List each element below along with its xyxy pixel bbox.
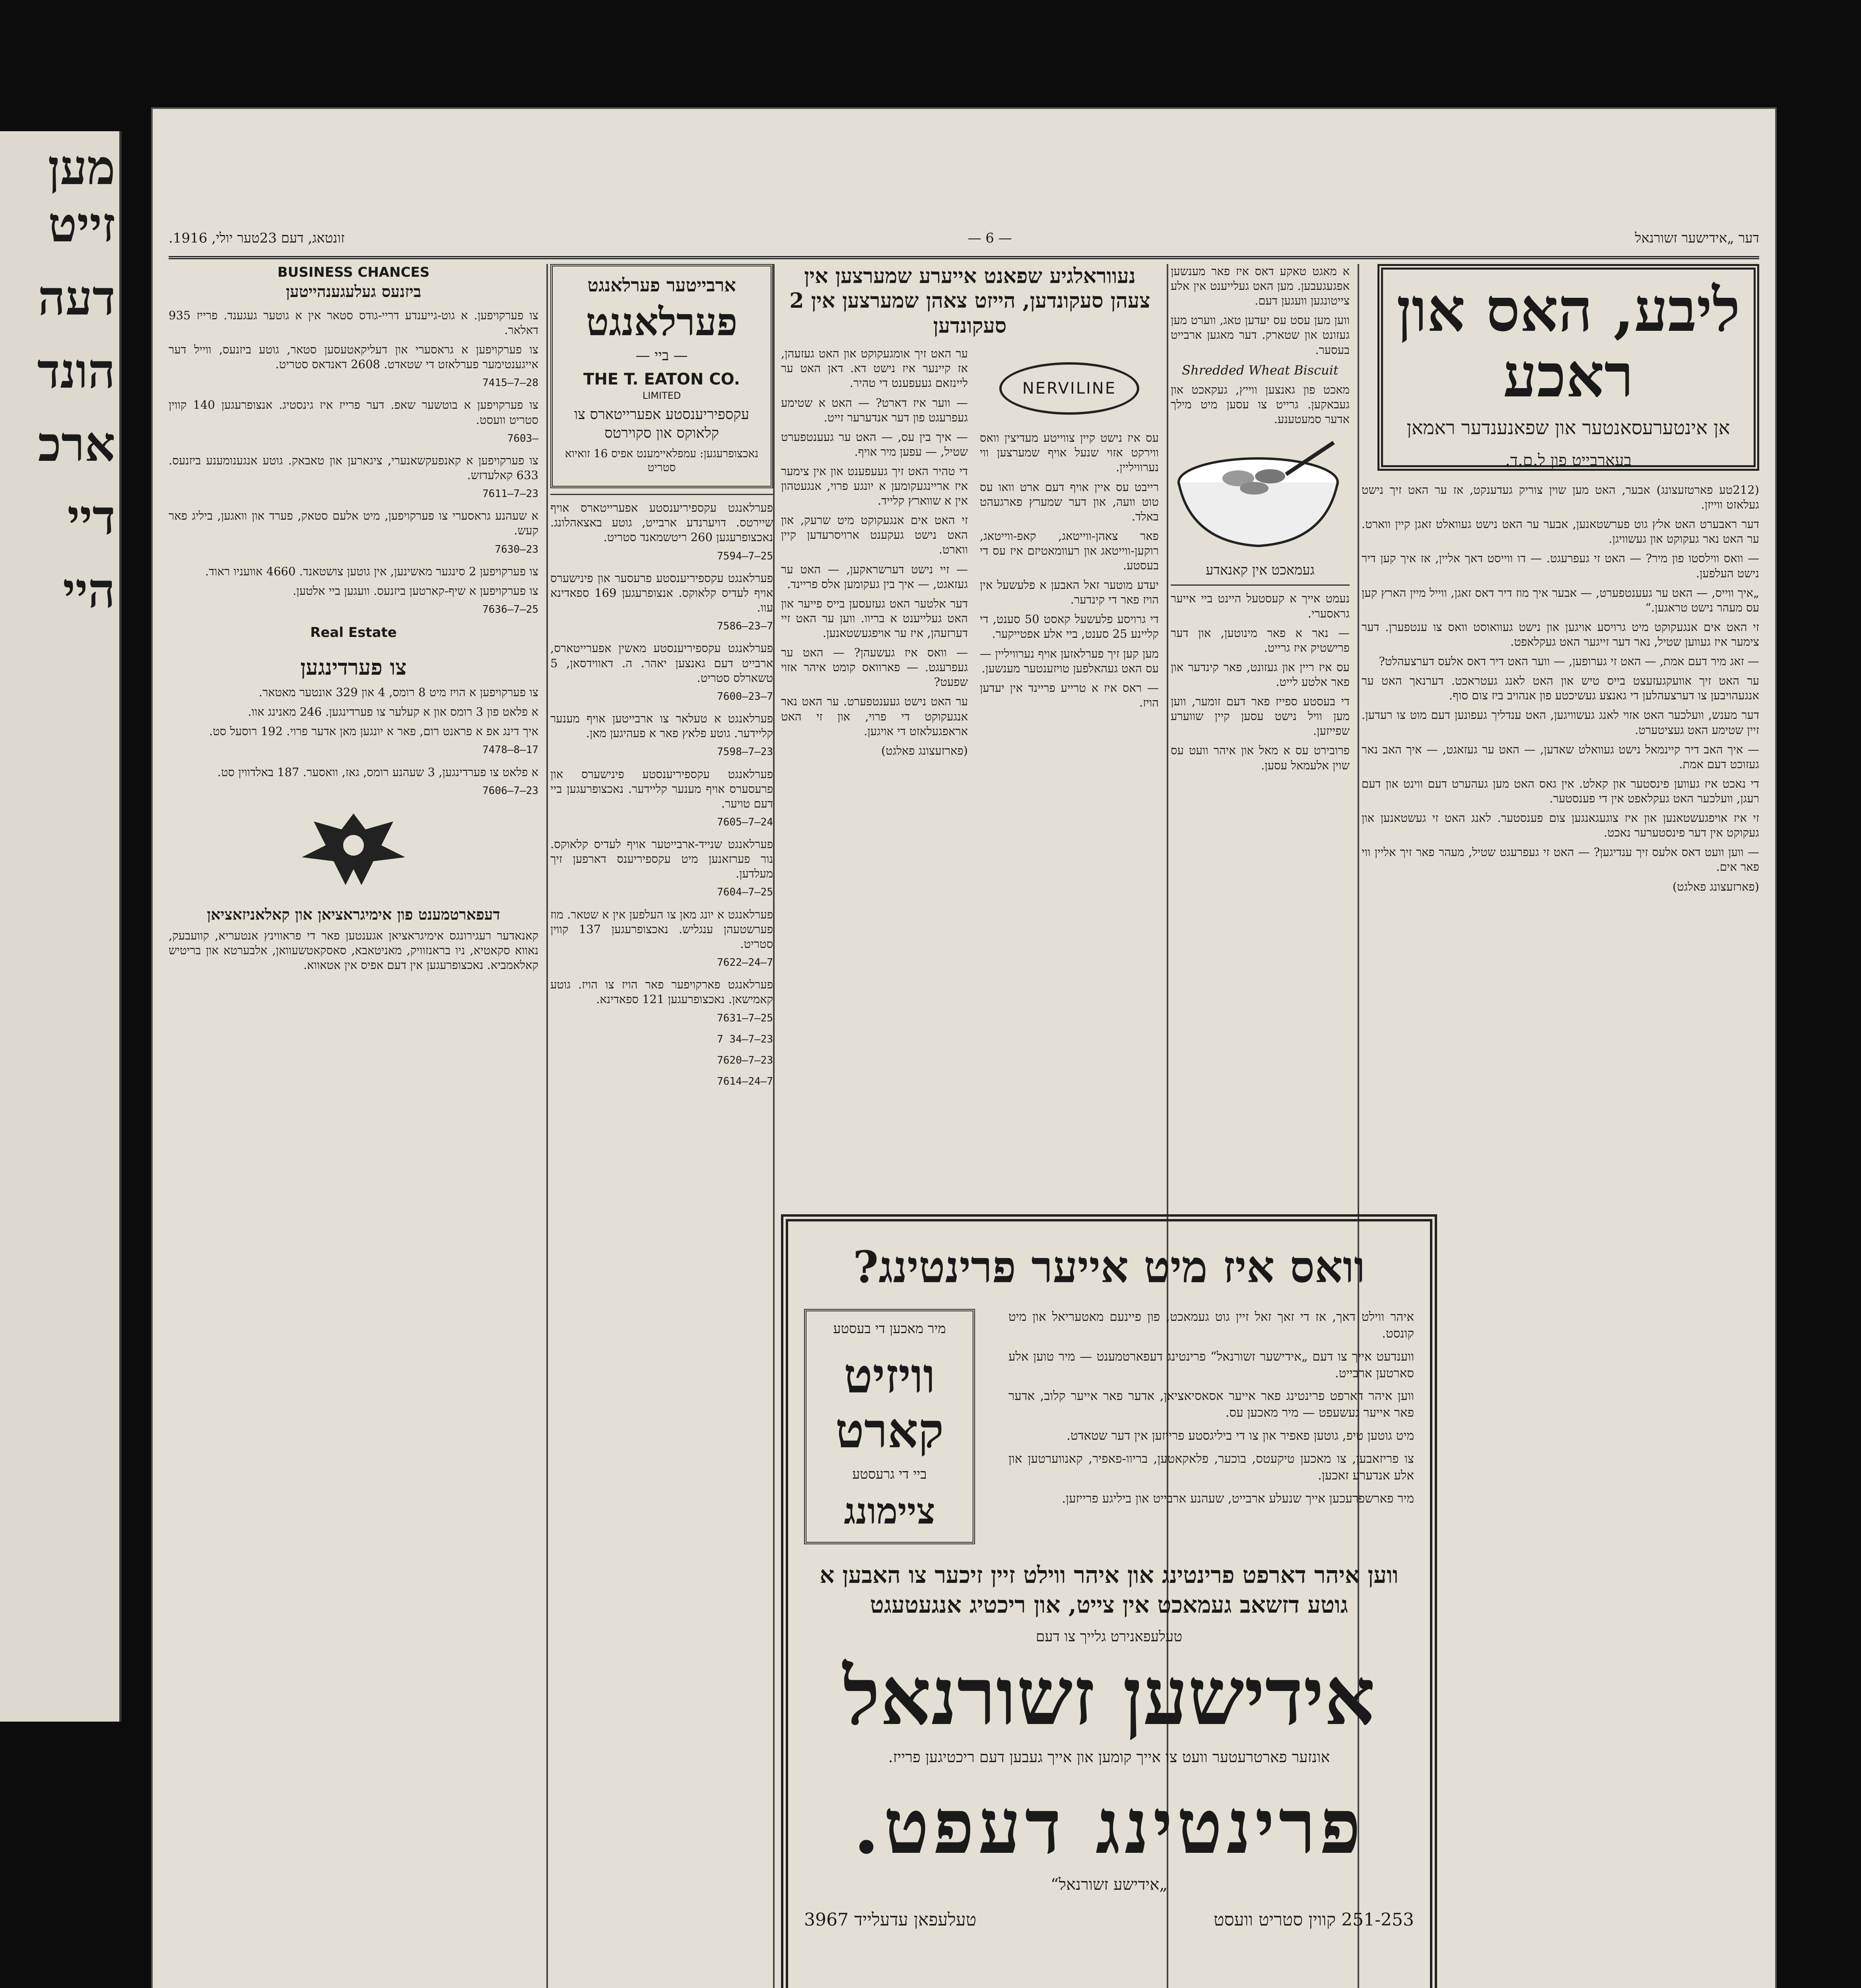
printing-midline: ווען איהר דארפט פרינטינג און איהר ווילט זיין זיכער צו האבען א גוטע דזשאב געמאכט אין צייט, און ריכטיג אנגעטעגט <box>820 1561 1399 1619</box>
printing-question: וואס איז מיט אייער פרינטינג? <box>853 1241 1366 1293</box>
serial-byline: בעארבייט פון ל.ם.ד. <box>1505 451 1632 470</box>
printing-call-line: טעלעפאנירט גלייך צו דעם <box>1035 1628 1183 1645</box>
ad-ref: 7611—7—23 <box>482 488 538 500</box>
ad-text: צו פערקויפען א גראסערי און דעליקאטעסען סטאר, גוטע ביזנעס, ווייל דער אייגענטימער פערלאזט די שטאדט. 2608 דאנדאס סטריט. <box>169 342 538 371</box>
paragraph: (פארזעצונג פאלגט) <box>881 744 968 757</box>
paragraph: די נאכט איז געווען פינסטער און קאלט. אין גאס האט מען געהערט דעם ווינט און דעם רעגן, וועלכער האט געקלאפט אין די פענסטער. <box>1362 777 1759 805</box>
paragraph: — זאג מיר דעם אמת, — האט זי גערופען, — ווער האט דיר דאס אלעס דערצעהלט? <box>1379 654 1759 668</box>
ad-text: א פלאט צו פערדינגען, 3 שעהנע רומס, גאז, וואסער. 187 באלדווין סט. <box>217 765 538 779</box>
paragraph: איהר ווילט דאך, אז די זאך זאל זיין גוט געמאכט, פון פיינעם מאטעריאל און מיט קונסט. <box>1008 1310 1414 1341</box>
business-chances-heading: BUSINESS CHANCES <box>277 264 430 280</box>
ad-ref: 7605—7—24 <box>717 816 773 828</box>
cereal-bowl-illustration <box>1171 435 1350 554</box>
ad-ref: 7598—7—23 <box>717 746 773 758</box>
ad-text: א פלאט פון 3 רומס און א קעלער צו פערדינגען. 246 מאנינג אוו. <box>248 705 538 719</box>
ad-text: איך דינג אפ א פראנט רום, פאר א יונגען מאן אדער פרוי. 192 רוסעל סט. <box>209 724 538 738</box>
adjacent-page-fragment <box>0 131 122 1722</box>
ad-ref: 7636—7—25 <box>482 604 538 616</box>
paragraph: נעמט אייך א קעסטעל היינט ביי אייער גראסערי. <box>1171 592 1350 620</box>
ad-ref: 7604—7—25 <box>717 886 773 899</box>
paragraph: (פארזעצונג פאלגט) <box>1672 879 1759 893</box>
visiting-card-box <box>804 1309 975 1544</box>
ad-text: פערלאנגט פארקויפער פאר הויז צו הויז. גוטע קאמישאן. נאכצופרעגען 121 ספאדינא. <box>550 978 773 1006</box>
side-big-text: וויזיט קארט <box>835 1348 944 1459</box>
paragraph: דער אלטער האט געזעסען בייס פייער און האט געלייענט א בריוו. ווען ער האט זיי דערזעהן, איז ער אויפגעשטאנען. <box>781 596 968 640</box>
ad-ref: 7594—7—25 <box>717 550 773 562</box>
paragraph: — איך בין עס, — האט ער געענטפערט שטיל, — עפען מיר אויף. <box>781 430 968 458</box>
printing-body <box>1008 1309 1414 1513</box>
eaton-ad <box>550 264 773 488</box>
fragment-text: הונד <box>37 343 115 399</box>
serial-subtitle: אן אינטערעסאנטער און שפאנענדער ראמאן <box>1406 417 1730 439</box>
ad-ref: 7614—24—7 <box>717 1076 773 1088</box>
paragraph: — ראס איז א טרייע פריינד אין יעדען הויז. <box>980 681 1159 709</box>
ad-ref: 7586—23—7 <box>717 620 773 633</box>
immigration-dept-heading: דעפארטמענט פון אימיגראציאן און קאלאניזאציאן <box>207 905 500 923</box>
ad-ref: 7622—24—7 <box>717 957 773 969</box>
paragraph: זי איז אויפגעשטאנען און איז צוגעגאנגען צום פענסטער. לאנג האט זי געשטאנען און געקוקט אין דער פינסטערער נאכט. <box>1362 811 1759 840</box>
ad-text: פערלאנגט שנייד-ארבייטער אויף לעדיס קלאוקס. נור פערזאנען מיט עקספיריענס דארפען זיך מעלדען. <box>550 837 773 881</box>
page-number: — 6 — <box>967 230 1012 246</box>
column-rule <box>773 264 775 1988</box>
column-rule <box>546 264 548 1988</box>
story-continuation <box>781 346 968 763</box>
for-rent-heading: צו פערדינגען <box>300 654 407 680</box>
fragment-text: דיי <box>67 489 115 546</box>
printing-contact <box>804 1910 1414 1930</box>
paragraph: מען קען זיך פערלאזען אויף נערוויליין — עס האט געהאלפען טויזענטער מענשען. <box>980 646 1159 675</box>
paragraph: די טהיר האט זיך געעפענט און אין צימער איז אריינגעקומען א יונגע פרוי, אנגעטהון אין א שווארץ קלייד. <box>781 464 968 508</box>
paragraph: ווענדעט אייך צו דעם „אידישער זשורנאל“ פרינטינג דעפארטמענט — מיר טוען אלע סארטען ארבייט. <box>1008 1349 1414 1380</box>
fragment-text: דעה <box>38 270 115 326</box>
fragment-text: היי <box>63 563 115 619</box>
page-header <box>169 220 1759 259</box>
paragraph: דער ראבערט האט אלץ גוט פערשטאנען, אבער ער האט נישט געוואלט זאגן קיין ווארט. ער האט נאר געקוקט און געשוויגן. <box>1362 517 1759 546</box>
printing-note: אונזער פארטרעטער וועט צו אייך קומען און אייך געבען דעם ריכטיגען פרייז. <box>888 1748 1330 1766</box>
paragraph: פאר צאהן-ווייטאג, קאפ-ווייטאג, רוקען-ווייטאג און רעוומאטיזם איז עס די בעסטע. <box>980 529 1159 573</box>
ad-text: צו פערקויפען. א גוט-גייענדע דריי-גודס סטאר אין א גוטער געגענד. פרייז 935 דאלאר. <box>169 308 538 337</box>
paragraph: ער האט נישט געענטפערט. ער האט נאר אנגעקוקט די פרוי, און זי האט אראפגעלאזט די אויגען. <box>781 695 968 738</box>
ad-ref: 7415—7—28 <box>482 377 538 389</box>
ad-ref: 7600—23—7 <box>717 690 773 703</box>
paragraph: יעדע מוטער זאל האבען א פלעשעל אין הויז פאר די קינדער. <box>980 578 1159 607</box>
side-line: ציימונג <box>844 1490 935 1532</box>
ad-ref: 7 34—7—23 <box>717 1033 773 1045</box>
paragraph: — וואס ווילסטו פון מיר? — האט זי געפרעגט. — דו ווייסט דאך אליין, אז איך קען דיר נישט העלפען. <box>1362 551 1759 580</box>
eaton-address: נאכצופרעגען: עמפלאיימענט אפיס 16 זואיוא סטריט <box>565 447 759 474</box>
eaton-limited: LIMITED <box>642 390 681 401</box>
help-wanted-column <box>550 264 773 1988</box>
ad-text: פערלאנגט עקספיריענסטע מאשין אפערייטארס, ארבייט דעם גאנצען יאהר. ה. דאווידסאן, 5 טשארלס סטריט. <box>550 641 773 685</box>
ad-text: פערלאנגט עקספיריענסטע אפערייטארס אויף שיירטס. דויערנדע ארבייט, גוטע באצאהלונג. נאכצופרעגען 260 ריטשמאנד סטריט. <box>550 501 773 544</box>
paragraph: מיר פארשפרעכען אייך שנעלע ארבייט, שעהנע ארבייט און ביליגע פרייזען. <box>1062 1491 1414 1506</box>
eaton-big: פערלאנגט <box>586 299 738 344</box>
paragraph: ווען מען עסט עס יעדען טאג, ווערט מען געזונט און שטארק. דער מאגען ארבייט בעסער. <box>1171 313 1350 357</box>
ad-ref: 7630—23 <box>495 543 538 555</box>
illustration-caption: געמאכט אין קאנאדע <box>1206 562 1315 578</box>
side-line: ביי די גרעסטע <box>852 1466 927 1482</box>
fragment-text: מען זייט <box>48 140 115 253</box>
paragraph: דער מענש, וועלכער האט אזוי לאנג געשוויגען, האט ענדליך געפונען דעם מוט צו רעדען. זיין שטימע האט געציטערט. <box>1362 708 1759 737</box>
paragraph: זי האט אים אנגעקוקט מיט גרויסע אויגען און נישט געוואוסט וואס צו ענטפערן. דער צימער איז געווען שטיל, נאר דער זייגער האט געקלאפט. <box>1362 620 1759 648</box>
paper-name: דער „אידישער זשורנאל <box>1635 230 1759 246</box>
ad-text: פערלאנגט א יונג מאן צו העלפען אין א שטאר. מוז פערשטעהן ענגליש. נאכצופרעגען 137 קווין סטריט. <box>550 907 773 951</box>
newspaper-page <box>151 107 1777 1988</box>
paragraph: ער האט זיך אומגעקוקט און האט געזעהן, אז קיינער איז נישט דא. דאן האט ער ליינזאם געעפענט די טהיר. <box>781 347 968 390</box>
side-line: מיר מאכען די בעסטע <box>833 1321 946 1337</box>
paragraph: עס איז נישט קיין צווייטע מעדיצין וואס ווירקט אזוי שנעל אויף שמערצען ווי נערוויליין. <box>980 431 1159 474</box>
coat-of-arms-icon <box>294 806 413 893</box>
eaton-company: THE T. EATON CO. <box>583 370 740 388</box>
paragraph: ווען איהר דארפט פרינטינג פאר אייער אסאסיאציאן, אדער פאר אייער קלוב, אדער פאר אייער געשעפט — מיר מאכען עס. <box>1008 1389 1414 1420</box>
paragraph: — זיי נישט דערשראקען, — האט ער געזאגט, — איך בין געקומען אלס פריינד. <box>781 562 968 591</box>
dept-text: קאנאדער רעגירונגס אימיגראציאן אגענטען פאר די פראווינץ אנטעריא, קוועבעק, נאווא סקאטיא, ניו בראנזוויק, מאניטאבא, סאסקאטשעוואן, אלבערטא און בריטיש קאלאמביא. נאכצופרעגען אין דעם אפיס אין אטאווא. <box>169 928 538 972</box>
nerviline-headline: נעווראלגיע שפאנט אייערע שמערצען אין צעהן סעקונדען, הייזט צאהן שמערצען אין 2 סעקונדען <box>789 264 1150 338</box>
paper-title: אידישען זשורנאל <box>843 1649 1375 1743</box>
ad-ref: 7603— <box>507 432 538 445</box>
printing-department-ad <box>781 1214 1437 1988</box>
serial-headline: ליבע, האס און ראכע <box>1396 275 1741 411</box>
business-chances-subheading: ביזנעס געלעגענהייטען <box>286 282 422 301</box>
printing-dept-title: פרינטינג דעפט. <box>853 1782 1365 1871</box>
nerviline-logo: NERVILINE <box>999 362 1139 415</box>
paragraph: — ווער איז דארט? — האט א שטימע געפרעגט פון דער אנדערער זייט. <box>781 396 968 424</box>
classifieds-column <box>169 264 538 1988</box>
date-line: זונטאג, דעם 23טער יולי, 1916. <box>169 230 345 246</box>
ad-ref: 7606—7—23 <box>482 784 538 797</box>
paragraph: די בעסטע ספייז פאר דעם זומער, ווען מען וויל נישט עסען קיין שווערע שפייזען. <box>1171 695 1350 738</box>
paragraph: מאכט פון גאנצען ווייץ, געקאכט און געבאקען. גרייט צו עסען מיט מילך אדער סמעטענע. <box>1171 382 1350 426</box>
eaton-by: — ביי — <box>635 348 688 364</box>
paragraph: ער האט זיך אוועקגעזעצט בייס טיש און האט לאנג געטראכט. דערנאך האט ער אנגעהויבען צו דערצעהלען די גאנצע געשיכטע פון אנהויב ביז צום סוף. <box>1362 674 1759 703</box>
ad-text: פערלאנגט עקספיריענסטע פרעסער און פינישערס אויף לעדיס קלאוקס. אנצופרעגען 169 ספאדינא עוו. <box>550 571 773 615</box>
ad-text: צו פערקויפען 2 סינגער מאשינען, אין גוטען צושטאנד. 4660 אוועניו ראוד. <box>205 564 538 578</box>
ad-text: פערלאנגט א טעלאר צו ארבייטען אויף מענער קליידער. גוטע פלאץ פאר א פעהיגען מאן. <box>550 712 773 740</box>
ad-text: צו פערקויפען א שיף-קארטען ביזנעס. וועגען ביי אלטען. <box>293 584 538 598</box>
eaton-line: עקספיריענסטע אפערייטארס צו קלאוקס און סקוירטס <box>574 406 750 441</box>
paragraph: פרובירט עס א מאל און איהר וועט עס שוין אלעמאל עסען. <box>1171 744 1350 772</box>
paragraph: — נאר א פאר מינוטען, און דער פרישטיק איז גרייט. <box>1171 626 1350 654</box>
paragraph: „איך ווייס, — האט ער געענטפערט, — אבער איך מוז דיר דאס זאגן, ווייל מיין הארץ קען עס מעהר נישט טראגען.“ <box>1362 586 1759 614</box>
real-estate-heading: Real Estate <box>310 625 397 641</box>
paragraph: (212טע פארטזעצונג) אבער, האט מען שוין צוריק געדענקט, אז ער האט זיך נישט געלאזט ווייזן. <box>1362 483 1759 512</box>
paragraph: א מאגט טאקע דאס איז פאר מענשען אפגעגעבען. מען האט געלייענט אין אלע צייטונגען וועגען דעם. <box>1171 264 1350 308</box>
printing-phone: טעלעפאן עדעלייד 3967 <box>804 1909 977 1930</box>
ad-ref: 7478—8—17 <box>482 744 538 756</box>
paragraph: מיט גוטען טיפ, גוטען פאפיר און צו די ביליגסטע פרייזען אין דער שטאדט. <box>1066 1429 1414 1443</box>
nerviline-ad-area <box>781 264 1159 1202</box>
ad-text: א שעהנע גראסערי צו פערקויפען, מיט אלעם סטאק, פערד און וואגען, ביליג פאר קעש. <box>169 509 538 538</box>
divider <box>550 494 773 495</box>
ad-ref: 7631—7—25 <box>717 1012 773 1024</box>
ad-text: צו פערקויפען א הויז מיט 8 רומס, 4 און 329 אונטער מאטאר. <box>258 685 538 699</box>
paragraph: עס איז ריין און געזונט, פאר קינדער און פאר אלטע לייט. <box>1171 660 1350 689</box>
ad-text: פערלאנגט עקספיריענסטע פינישערס און פרעסערס אויף מענער קליידער. נאכצופרעגען ביי דעם טויער. <box>550 767 773 810</box>
paragraph: — איך האב דיר קיינמאל נישט געוואלט שאדען, — האט ער געזאגט, — איך האב נאר געזוכט דעם אמת. <box>1362 742 1759 771</box>
paragraph: די גרויסע פלעשעל קאסט 50 סענט, די קליינע 25 סענט, ביי אלע אפטייקער. <box>980 612 1159 641</box>
divider <box>1171 584 1350 586</box>
printing-address: 251-253 קווין סטריט וועסט <box>1214 1909 1414 1930</box>
paragraph: זי האט אים אנגעקוקט מיט שרעק, און האט נישט געקענט ארויסרעדען קיין ווארט. <box>781 513 968 557</box>
fragment-text: ארכ <box>38 416 115 472</box>
paragraph: רייבט עס איין אויף דעם ארט וואו עס טוט וועה, און דער שמערץ פארגעהט באלד. <box>980 480 1159 523</box>
ad-text: צו פערקויפען א בוטשער שאפ. דער פרייז איז גינסטיג. אנצופרעגען 140 קווין סטריט וועסט. <box>169 398 538 427</box>
eaton-top: ארבייטער פערלאנגט <box>587 274 736 296</box>
paragraph: צו פריזאבען, צו מאכען טיקעטס, בוכער, פלאקאטען, בריוו-פאפיר, קאנווערטען און אלע אנדערע זאכען. <box>1008 1451 1414 1483</box>
serial-title-box <box>1377 264 1759 471</box>
ad-ref: 7620—7—23 <box>717 1054 773 1067</box>
brand-name: Shredded Wheat Biscuit <box>1182 362 1338 378</box>
paragraph: — ווען וועט דאס אלעס זיך ענדיגען? — האט זי געפרעגט שטיל, מעהר פאר זיך אליין ווי פאר אים. <box>1362 845 1759 874</box>
printing-signature: „אידישע זשורנאל“ <box>1050 1875 1168 1894</box>
paragraph: — וואס איז געשעהן? — האט ער געפרעגט. — פארוואס קומט איהר אזוי שפעט? <box>781 646 968 689</box>
ad-text: צו פערקויפען א קאנפעקשאנערי, ציגארען און טאבאק. גוטע אנגענומענע ביזנעס. 633 קאלעדזש. <box>169 453 538 482</box>
